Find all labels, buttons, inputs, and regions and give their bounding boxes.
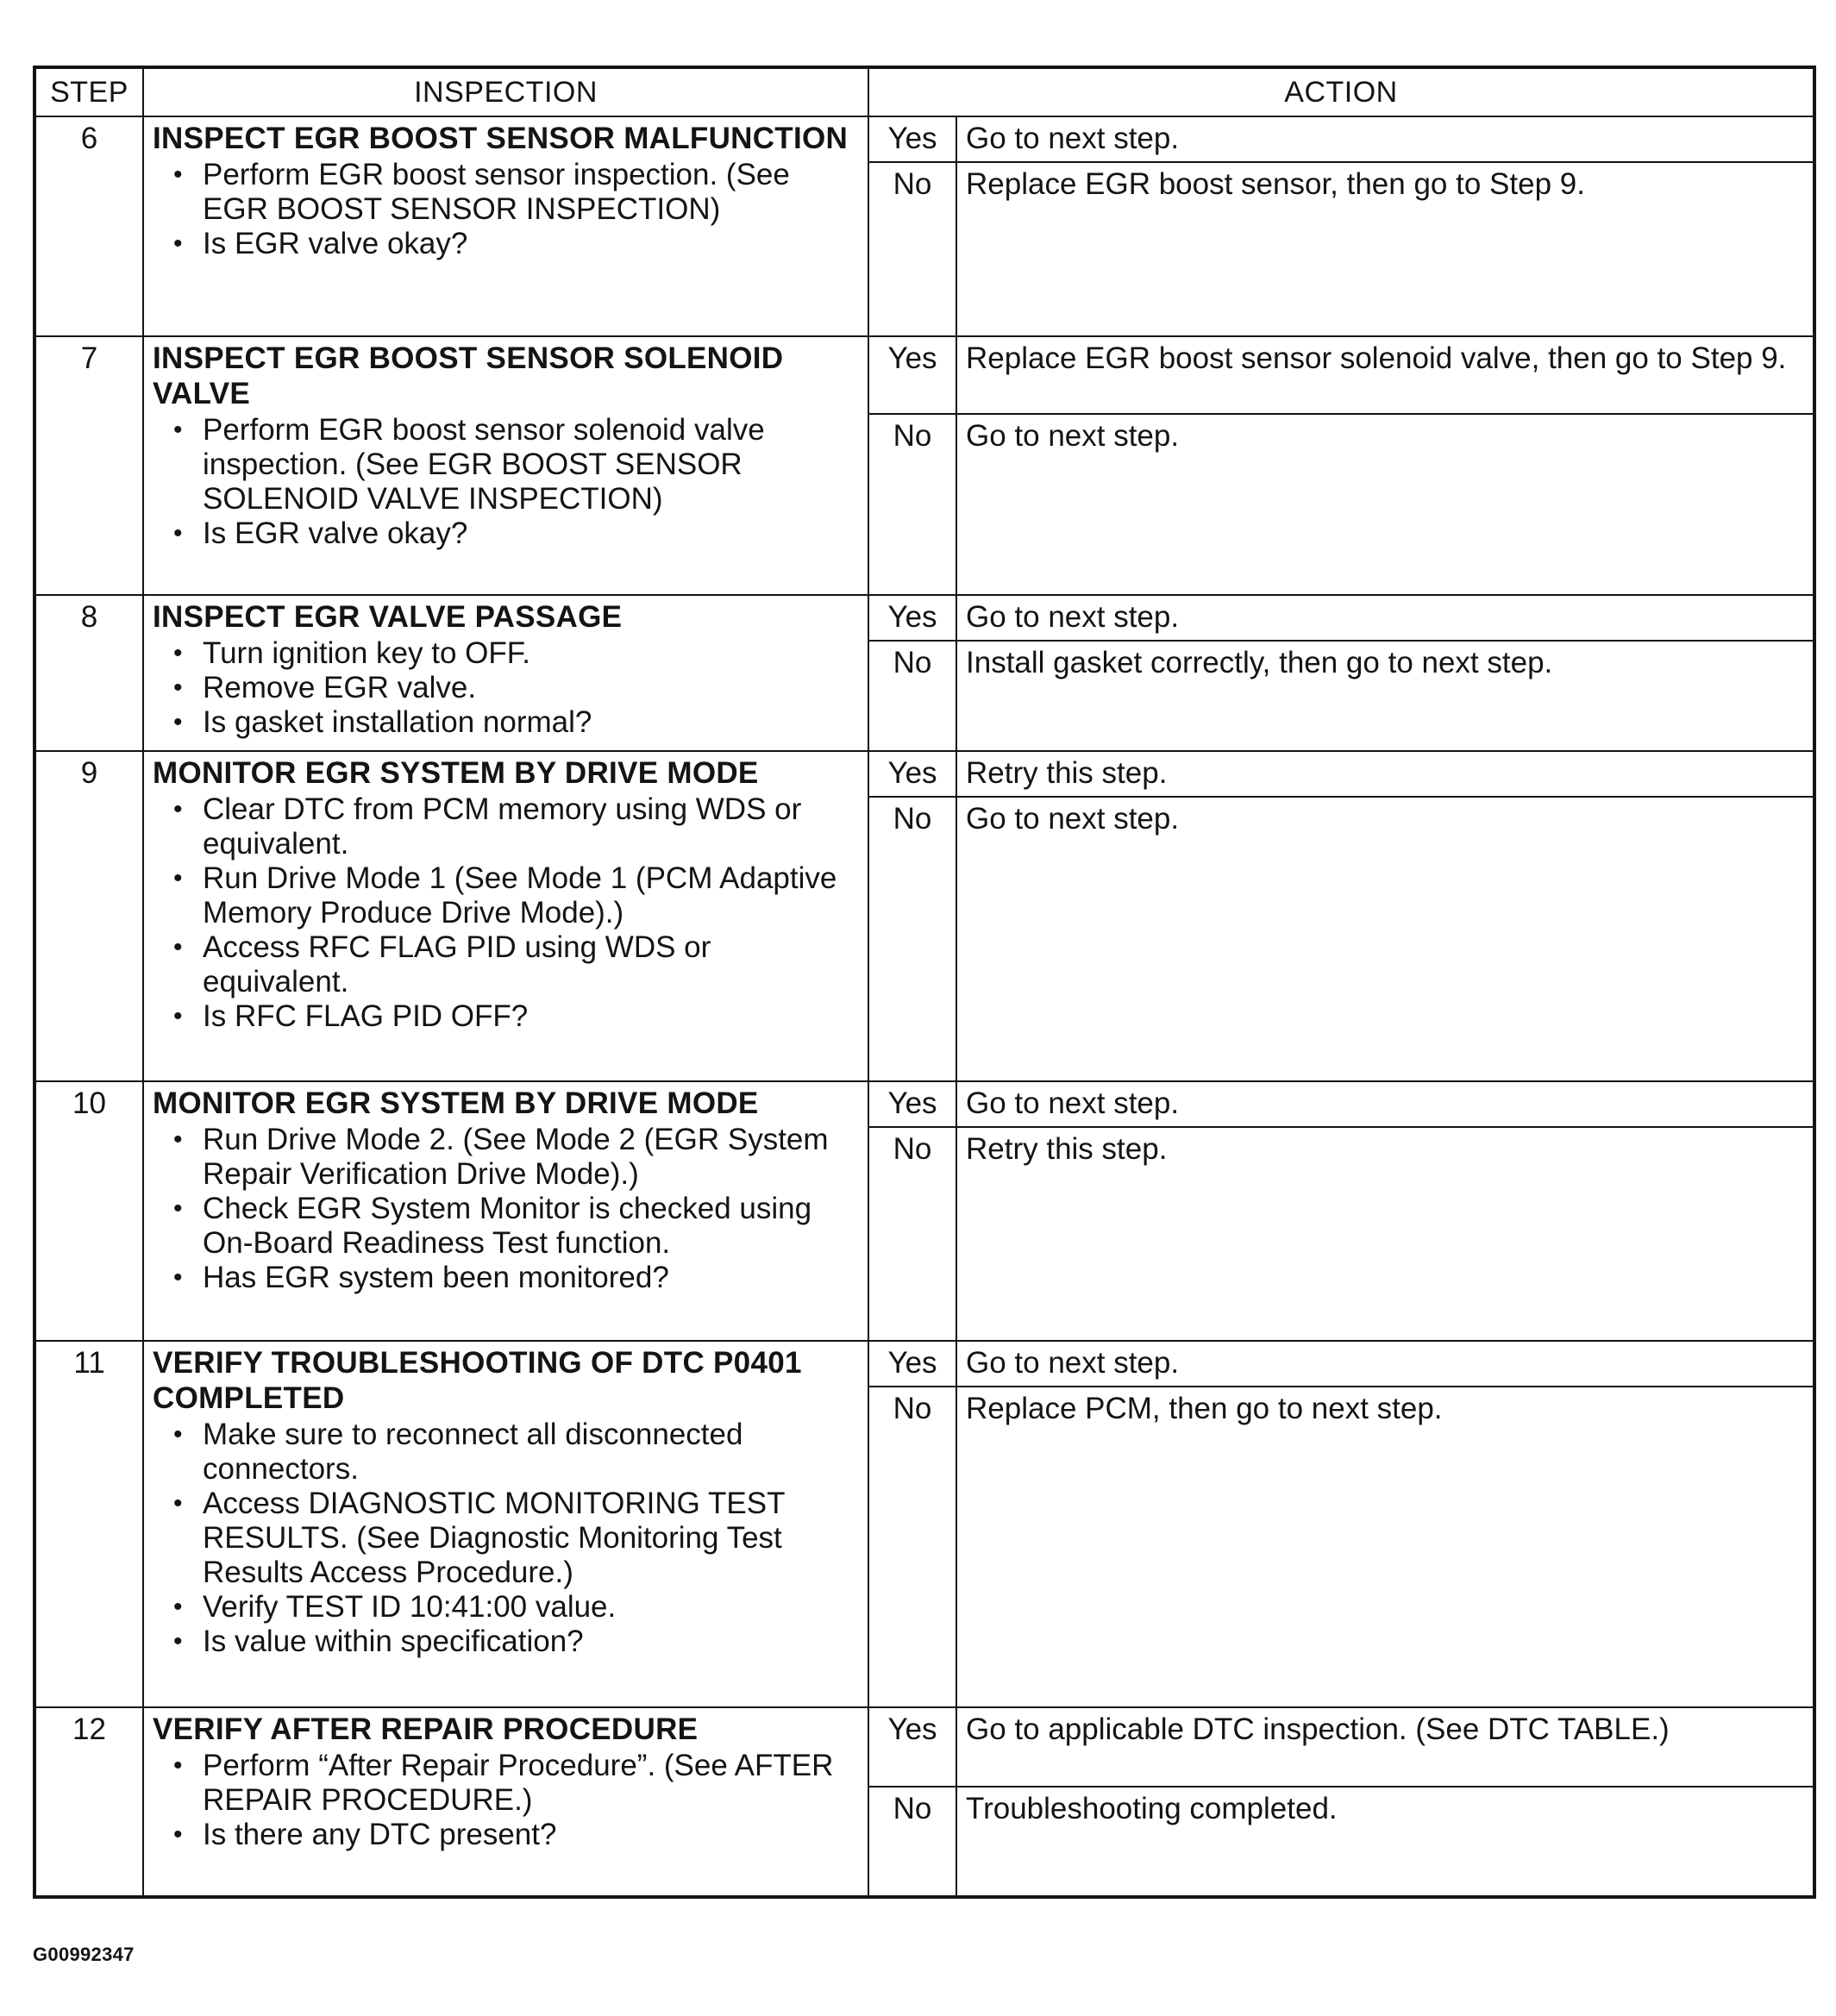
bullet-icon: • <box>173 1489 183 1518</box>
inspection-title: INSPECT EGR BOOST SENSOR MALFUNCTION <box>153 122 849 155</box>
no-label: No <box>868 414 956 595</box>
yes-action: Go to next step. <box>956 116 1814 162</box>
bullet-icon: • <box>173 1751 183 1780</box>
bullet-icon: • <box>173 708 183 736</box>
no-action: Go to next step. <box>956 797 1814 1081</box>
no-action: Replace PCM, then go to next step. <box>956 1387 1814 1707</box>
bullet-icon: • <box>173 1002 183 1030</box>
inspection-bullet: • Remove EGR valve. <box>173 671 477 704</box>
inspection-cell <box>143 1707 868 1897</box>
inspection-column-header: INSPECTION <box>143 67 868 116</box>
yes-action: Go to next step. <box>956 1341 1814 1387</box>
step-group <box>34 116 1814 336</box>
inspection-bullet: • Verify TEST ID 10:41:00 value. <box>173 1590 617 1624</box>
inspection-bullet: • Is gasket installation normal? <box>173 705 592 739</box>
inspection-title: MONITOR EGR SYSTEM BY DRIVE MODE <box>153 756 759 790</box>
no-label: No <box>868 1387 956 1707</box>
yes-action: Go to next step. <box>956 1081 1814 1127</box>
diagnostic-procedure-sheet <box>33 66 1813 1899</box>
yes-label: Yes <box>868 1341 956 1387</box>
diagnostic-table <box>33 66 1816 1899</box>
yes-label: Yes <box>868 116 956 162</box>
inspection-title: MONITOR EGR SYSTEM BY DRIVE MODE <box>153 1086 759 1120</box>
step-number: 7 <box>34 336 143 595</box>
bullet-icon: • <box>173 639 183 667</box>
inspection-bullet: • Is there any DTC present? <box>173 1818 557 1851</box>
inspection-bullet: • Perform “After Repair Procedure”. (See AFTER REPAIR PROCEDURE.) <box>173 1749 834 1817</box>
yes-action: Retry this step. <box>956 751 1814 797</box>
bullet-icon: • <box>173 1125 183 1154</box>
inspection-bullet: • Is value within specification? <box>173 1625 584 1658</box>
bullet-icon: • <box>173 416 183 444</box>
no-action: Retry this step. <box>956 1127 1814 1341</box>
inspection-bullet: • Access RFC FLAG PID using WDS or equivalent. <box>173 930 711 999</box>
no-label: No <box>868 641 956 751</box>
no-action: Replace EGR boost sensor, then go to Step 9. <box>956 162 1814 336</box>
no-action: Go to next step. <box>956 414 1814 595</box>
bullet-icon: • <box>173 795 183 823</box>
no-label: No <box>868 1127 956 1341</box>
bullet-icon: • <box>173 229 183 258</box>
no-action: Install gasket correctly, then go to next step. <box>956 641 1814 751</box>
inspection-title: INSPECT EGR VALVE PASSAGE <box>153 600 623 634</box>
step-group <box>34 751 1814 1081</box>
inspection-bullet: • Is EGR valve okay? <box>173 227 468 260</box>
yes-action: Go to next step. <box>956 595 1814 641</box>
inspection-bullet: • Perform EGR boost sensor solenoid valve inspection. (See EGR BOOST SENSOR SOLENOID VALVE INSPECTION) <box>173 413 765 516</box>
inspection-cell <box>143 336 868 595</box>
no-label: No <box>868 797 956 1081</box>
bullet-icon: • <box>173 864 183 892</box>
inspection-bullet: • Check EGR System Monitor is checked using On-Board Readiness Test function. <box>173 1192 812 1260</box>
inspection-bullet: • Access DIAGNOSTIC MONITORING TEST RESULTS. (See Diagnostic Monitoring Test Results Access Procedure.) <box>173 1487 785 1589</box>
no-label: No <box>868 162 956 336</box>
step-yes-row <box>34 1081 1814 1127</box>
step-number: 6 <box>34 116 143 336</box>
inspection-bullet: • Is EGR valve okay? <box>173 517 468 550</box>
inspection-title: VERIFY AFTER REPAIR PROCEDURE <box>153 1712 699 1746</box>
inspection-cell <box>143 1081 868 1341</box>
bullet-icon: • <box>173 160 183 189</box>
inspection-bullet: • Run Drive Mode 1 (See Mode 1 (PCM Adaptive Memory Produce Drive Mode).) <box>173 861 837 930</box>
bullet-icon: • <box>173 933 183 961</box>
step-yes-row <box>34 595 1814 641</box>
bullet-icon: • <box>173 673 183 702</box>
step-number: 10 <box>34 1081 143 1341</box>
step-number: 9 <box>34 751 143 1081</box>
inspection-title: INSPECT EGR BOOST SENSOR SOLENOID VALVE <box>153 341 784 410</box>
step-group <box>34 336 1814 595</box>
bullet-icon: • <box>173 1593 183 1621</box>
yes-label: Yes <box>868 595 956 641</box>
figure-code: G00992347 <box>33 1944 135 1965</box>
inspection-bullet: • Make sure to reconnect all disconnected connectors. <box>173 1418 743 1486</box>
step-number: 12 <box>34 1707 143 1897</box>
step-column-header: STEP <box>34 67 143 116</box>
inspection-bullet: • Turn ignition key to OFF. <box>173 636 530 670</box>
yes-label: Yes <box>868 336 956 414</box>
bullet-icon: • <box>173 1820 183 1849</box>
step-group <box>34 1707 1814 1897</box>
bullet-icon: • <box>173 1194 183 1223</box>
step-group <box>34 595 1814 751</box>
yes-label: Yes <box>868 1707 956 1787</box>
yes-label: Yes <box>868 1081 956 1127</box>
inspection-cell <box>143 1341 868 1707</box>
inspection-bullet: • Perform EGR boost sensor inspection. (See EGR BOOST SENSOR INSPECTION) <box>173 158 790 226</box>
inspection-cell <box>143 595 868 751</box>
step-yes-row <box>34 751 1814 797</box>
yes-action: Replace EGR boost sensor solenoid valve, then go to Step 9. <box>956 336 1814 414</box>
step-group <box>34 1341 1814 1707</box>
bullet-icon: • <box>173 1420 183 1449</box>
bullet-icon: • <box>173 1627 183 1656</box>
inspection-title: VERIFY TROUBLESHOOTING OF DTC P0401 COMPLETED <box>153 1346 802 1415</box>
step-number: 8 <box>34 595 143 751</box>
no-action: Troubleshooting completed. <box>956 1787 1814 1897</box>
inspection-cell <box>143 751 868 1081</box>
step-yes-row <box>34 116 1814 162</box>
header-row <box>34 67 1814 116</box>
no-label: No <box>868 1787 956 1897</box>
step-yes-row <box>34 336 1814 414</box>
action-column-header: ACTION <box>868 67 1814 116</box>
bullet-icon: • <box>173 519 183 548</box>
inspection-bullet: • Has EGR system been monitored? <box>173 1261 669 1294</box>
inspection-cell <box>143 116 868 336</box>
step-yes-row <box>34 1707 1814 1787</box>
inspection-bullet: • Run Drive Mode 2. (See Mode 2 (EGR System Repair Verification Drive Mode).) <box>173 1123 829 1191</box>
inspection-bullet: • Clear DTC from PCM memory using WDS or equivalent. <box>173 792 802 861</box>
step-number: 11 <box>34 1341 143 1707</box>
yes-label: Yes <box>868 751 956 797</box>
yes-action: Go to applicable DTC inspection. (See DTC TABLE.) <box>956 1707 1814 1787</box>
step-yes-row <box>34 1341 1814 1387</box>
step-group <box>34 1081 1814 1341</box>
bullet-icon: • <box>173 1263 183 1292</box>
inspection-bullet: • Is RFC FLAG PID OFF? <box>173 999 529 1033</box>
